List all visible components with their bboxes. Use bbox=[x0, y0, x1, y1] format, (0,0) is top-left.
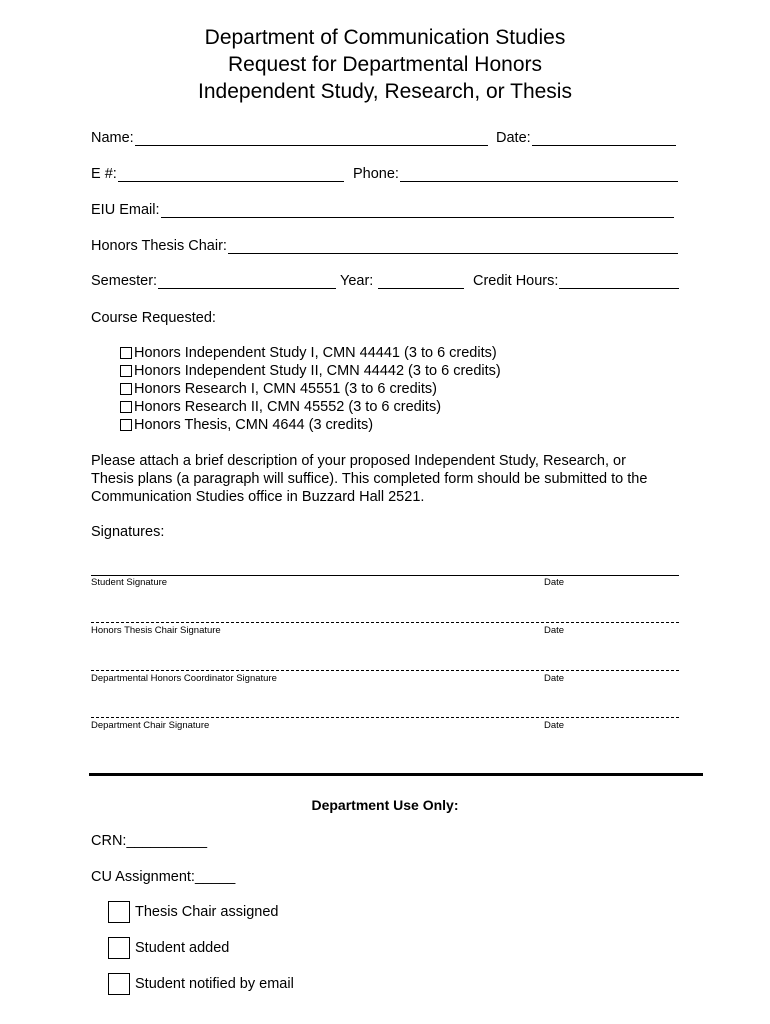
student-added-check[interactable] bbox=[108, 937, 229, 959]
checkbox[interactable] bbox=[108, 901, 130, 923]
coordinator-signature-line[interactable] bbox=[91, 670, 679, 671]
section-divider bbox=[89, 773, 703, 776]
department-use-heading: Department Use Only: bbox=[311, 797, 459, 813]
course-option[interactable] bbox=[120, 381, 437, 397]
checkbox[interactable] bbox=[120, 383, 132, 395]
form-title-line-3: Independent Study, Research, or Thesis bbox=[198, 80, 572, 103]
phone-label: Phone: bbox=[353, 166, 399, 182]
chair-date-label: Date bbox=[544, 625, 565, 636]
year-field[interactable] bbox=[340, 273, 464, 289]
year-label: Year: bbox=[340, 273, 374, 289]
course-requested-heading: Course Requested: bbox=[91, 310, 216, 326]
date-label: Date: bbox=[496, 130, 531, 146]
check-label: Student notified by email bbox=[135, 976, 294, 992]
form-title-line-1: Department of Communication Studies bbox=[204, 26, 566, 49]
phone-field[interactable] bbox=[353, 166, 678, 182]
student-signature-label: Student Signature bbox=[91, 577, 168, 588]
course-option[interactable] bbox=[120, 363, 501, 379]
student-date-label: Date bbox=[544, 577, 565, 588]
enumber-label: E #: bbox=[91, 166, 117, 182]
check-label: Thesis Chair assigned bbox=[135, 904, 279, 920]
student-notified-check[interactable] bbox=[108, 973, 294, 995]
course-option[interactable] bbox=[120, 345, 497, 361]
course-option-label: Honors Research II, CMN 45552 (3 to 6 credits) bbox=[134, 399, 442, 415]
coordinator-date-label: Date bbox=[544, 673, 565, 684]
course-option[interactable] bbox=[120, 417, 373, 433]
semester-label: Semester: bbox=[91, 273, 158, 289]
course-option-label: Honors Thesis, CMN 4644 (3 credits) bbox=[134, 417, 374, 433]
chair-label: Honors Thesis Chair: bbox=[91, 238, 227, 254]
checkbox[interactable] bbox=[120, 419, 132, 431]
semester-line[interactable] bbox=[158, 274, 336, 289]
instructions-line-2: Thesis plans (a paragraph will suffice). This completed form should be submitted to the bbox=[91, 471, 648, 487]
signatures-heading: Signatures: bbox=[91, 524, 165, 540]
email-label: EIU Email: bbox=[91, 202, 160, 218]
checkbox[interactable] bbox=[120, 365, 132, 377]
chair-field[interactable] bbox=[91, 238, 678, 254]
chair-line[interactable] bbox=[228, 239, 678, 254]
instructions-line-1: Please attach a brief description of your proposed Independent Study, Research, or bbox=[91, 453, 626, 469]
course-option[interactable] bbox=[120, 399, 441, 415]
chair-signature-label: Honors Thesis Chair Signature bbox=[91, 625, 221, 636]
name-field[interactable] bbox=[91, 130, 488, 146]
department-chair-signature-label: Department Chair Signature bbox=[91, 720, 210, 731]
chair-signature-line[interactable] bbox=[91, 622, 679, 623]
checkbox[interactable] bbox=[120, 347, 132, 359]
department-chair-date-label: Date bbox=[544, 720, 565, 731]
year-line[interactable] bbox=[378, 274, 464, 289]
enumber-line[interactable] bbox=[118, 167, 344, 182]
credit-hours-line[interactable] bbox=[559, 274, 679, 289]
course-option-label: Honors Research I, CMN 45551 (3 to 6 credits) bbox=[134, 381, 438, 397]
name-line[interactable] bbox=[135, 131, 488, 146]
email-field[interactable] bbox=[91, 202, 674, 218]
credit-hours-label: Credit Hours: bbox=[473, 273, 559, 289]
semester-field[interactable] bbox=[91, 273, 336, 289]
email-line[interactable] bbox=[161, 203, 675, 218]
student-signature-line[interactable] bbox=[91, 575, 679, 576]
enumber-field[interactable] bbox=[91, 166, 344, 182]
date-line[interactable] bbox=[532, 131, 676, 146]
checkbox[interactable] bbox=[108, 937, 130, 959]
instructions-line-3: Communication Studies office in Buzzard Hall 2521. bbox=[91, 489, 425, 505]
phone-line[interactable] bbox=[400, 167, 678, 182]
cu-assignment-field[interactable]: CU Assignment:_____ bbox=[91, 869, 236, 885]
name-label: Name: bbox=[91, 130, 134, 146]
checkbox[interactable] bbox=[120, 401, 132, 413]
check-label: Student added bbox=[135, 940, 230, 956]
course-option-label: Honors Independent Study I, CMN 44441 (3 to 6 credits) bbox=[134, 345, 497, 361]
thesis-chair-assigned-check[interactable] bbox=[108, 901, 278, 923]
form-title-line-2: Request for Departmental Honors bbox=[228, 53, 542, 76]
crn-field[interactable]: CRN:__________ bbox=[91, 833, 208, 849]
course-option-label: Honors Independent Study II, CMN 44442 (3 to 6 credits) bbox=[134, 363, 501, 379]
checkbox[interactable] bbox=[108, 973, 130, 995]
date-field[interactable] bbox=[496, 130, 676, 146]
coordinator-signature-label: Departmental Honors Coordinator Signature bbox=[91, 673, 277, 684]
credit-hours-field[interactable] bbox=[473, 273, 679, 289]
department-chair-signature-line[interactable] bbox=[91, 717, 679, 718]
